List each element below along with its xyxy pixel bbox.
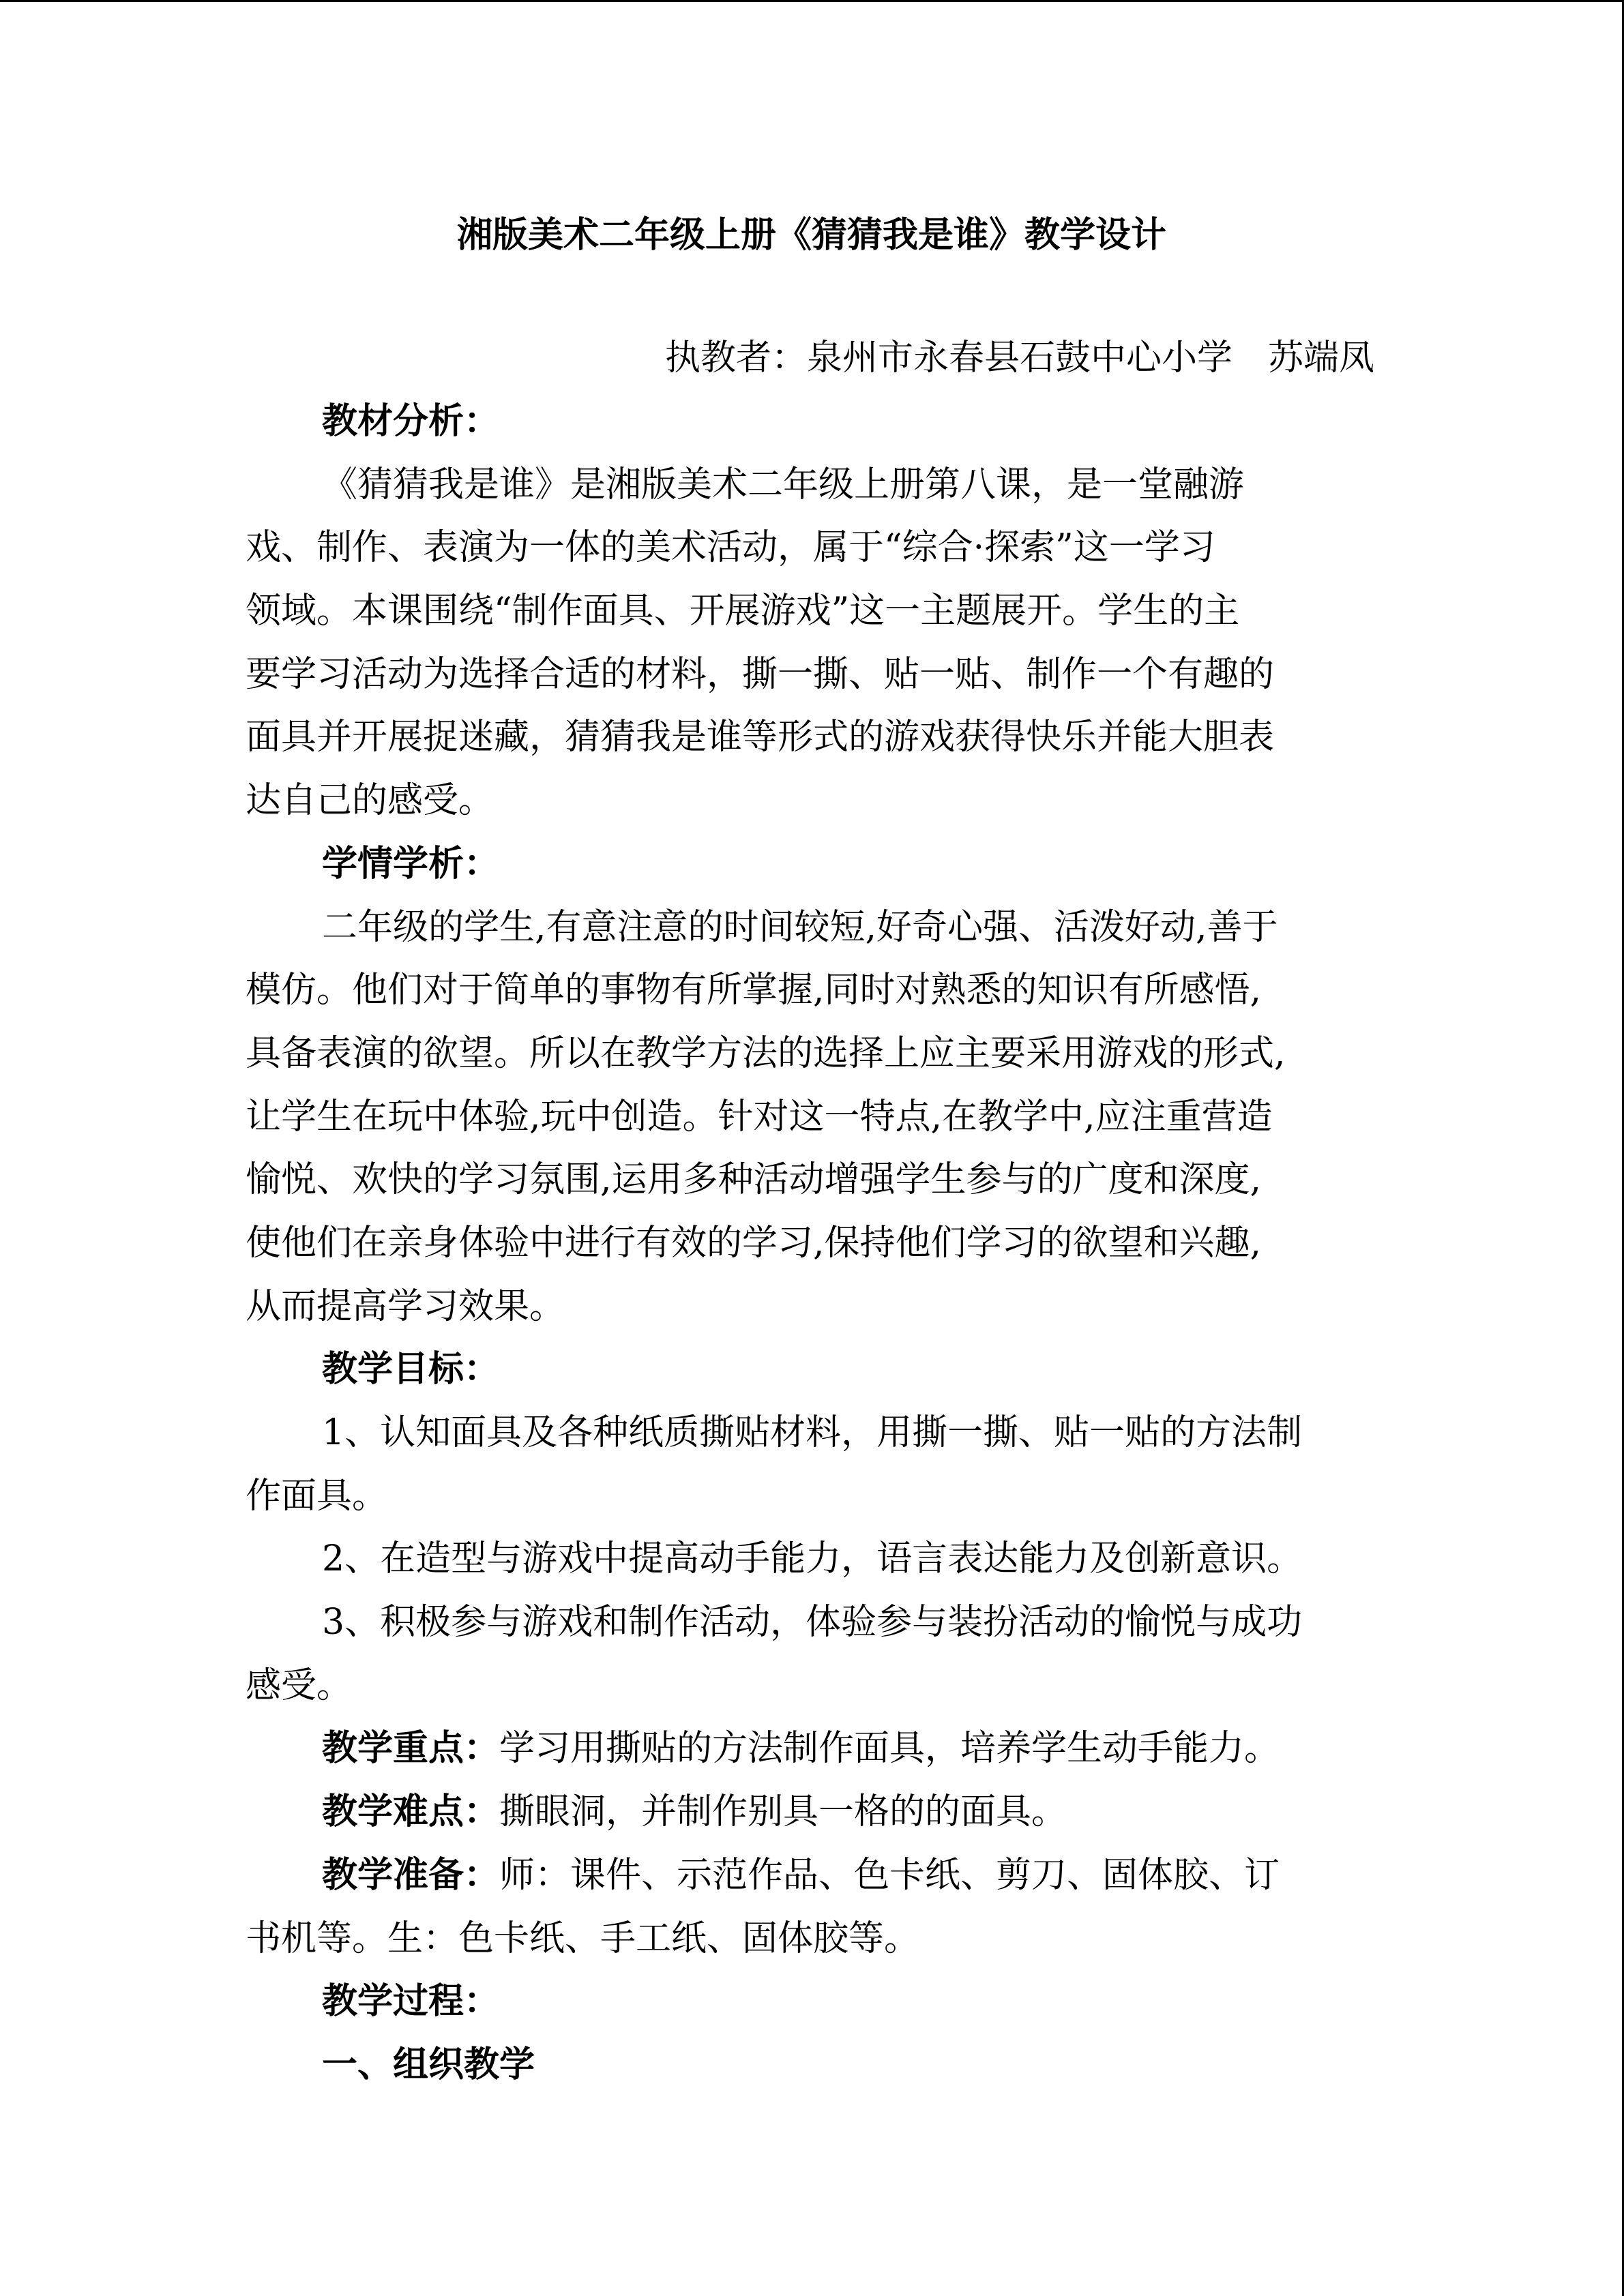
section-heading: 教学目标： — [322, 1348, 500, 1390]
paragraph-line: 愉悦、欢快的学习氛围,运用多种活动增强学生参与的广度和深度, — [246, 1159, 1262, 1201]
paragraph-line: 从而提高学习效果。 — [246, 1285, 565, 1327]
paragraph-line: 作面具。 — [246, 1475, 388, 1517]
paragraph-line: 要学习活动为选择合适的材料，撕一撕、贴一贴、制作一个有趣的 — [246, 653, 1275, 695]
paragraph-line: 具备表演的欲望。所以在教学方法的选择上应主要采用游戏的形式, — [246, 1032, 1286, 1074]
labeled-line — [246, 1780, 1378, 1844]
page-top-border — [0, 0, 1624, 2]
paragraph-line: 二年级的学生,有意注意的时间较短,好奇心强、活泼好动,善于 — [322, 906, 1278, 948]
paragraph-line: 2、在造型与游戏中提高动手能力，语言表达能力及创新意识。 — [322, 1538, 1303, 1580]
paragraph-line: 感受。 — [246, 1665, 353, 1706]
inline-text: 师：课件、示范作品、色卡纸、剪刀、固体胶、订 — [499, 1854, 1280, 1896]
document-title: 湘版美术二年级上册《猜猜我是谁》教学设计 — [456, 214, 1166, 256]
inline-label: 教学重点： — [322, 1727, 500, 1770]
paragraph-line: 达自己的感受。 — [246, 780, 494, 822]
section-heading: 教材分析： — [322, 400, 500, 442]
paragraph-line: 使他们在亲身体验中进行有效的学习,保持他们学习的欲望和兴趣, — [246, 1222, 1262, 1264]
document-body — [246, 390, 1378, 2097]
paragraph-line: 3、积极参与游戏和制作活动，体验参与装扮活动的愉悦与成功 — [322, 1602, 1303, 1643]
paragraph-line: 戏、制作、表演为一体的美术活动，属于“综合·探索”这一学习 — [246, 527, 1215, 569]
document-author: 执教者：泉州市永春县石鼓中心小学 苏端凤 — [664, 338, 1374, 378]
paragraph-line: 领域。本课围绕“制作面具、开展游戏”这一主题展开。学生的主 — [246, 591, 1240, 632]
labeled-line — [246, 1717, 1378, 1780]
inline-label: 教学准备： — [322, 1853, 500, 1896]
inline-text: 撕眼洞，并制作别具一格的的面具。 — [499, 1791, 1067, 1833]
paragraph-line: 模仿。他们对于简单的事物有所掌握,同时对熟悉的知识有所感悟, — [246, 970, 1262, 1011]
paragraph-line: 书机等。生：色卡纸、手工纸、固体胶等。 — [246, 1918, 920, 1959]
paragraph-line: 让学生在玩中体验,玩中创造。针对这一特点,在教学中,应注重营造 — [246, 1096, 1273, 1137]
inline-text: 学习用撕贴的方法制作面具，培养学生动手能力。 — [499, 1728, 1280, 1770]
paragraph-line: 面具并开展捉迷藏，猜猜我是谁等形式的游戏获得快乐并能大胆表 — [246, 717, 1275, 758]
section-heading: 一、组织教学 — [322, 2043, 535, 2085]
section-heading: 学情学析： — [322, 842, 500, 884]
section-heading: 教学过程： — [322, 1980, 500, 2023]
inline-label: 教学难点： — [322, 1791, 500, 1833]
paragraph-line: 1、认知面具及各种纸质撕贴材料，用撕一撕、贴一贴的方法制 — [322, 1412, 1303, 1453]
labeled-line — [246, 1844, 1378, 1907]
paragraph-line: 《猜猜我是谁》是湘版美术二年级上册第八课，是一堂融游 — [322, 464, 1245, 505]
